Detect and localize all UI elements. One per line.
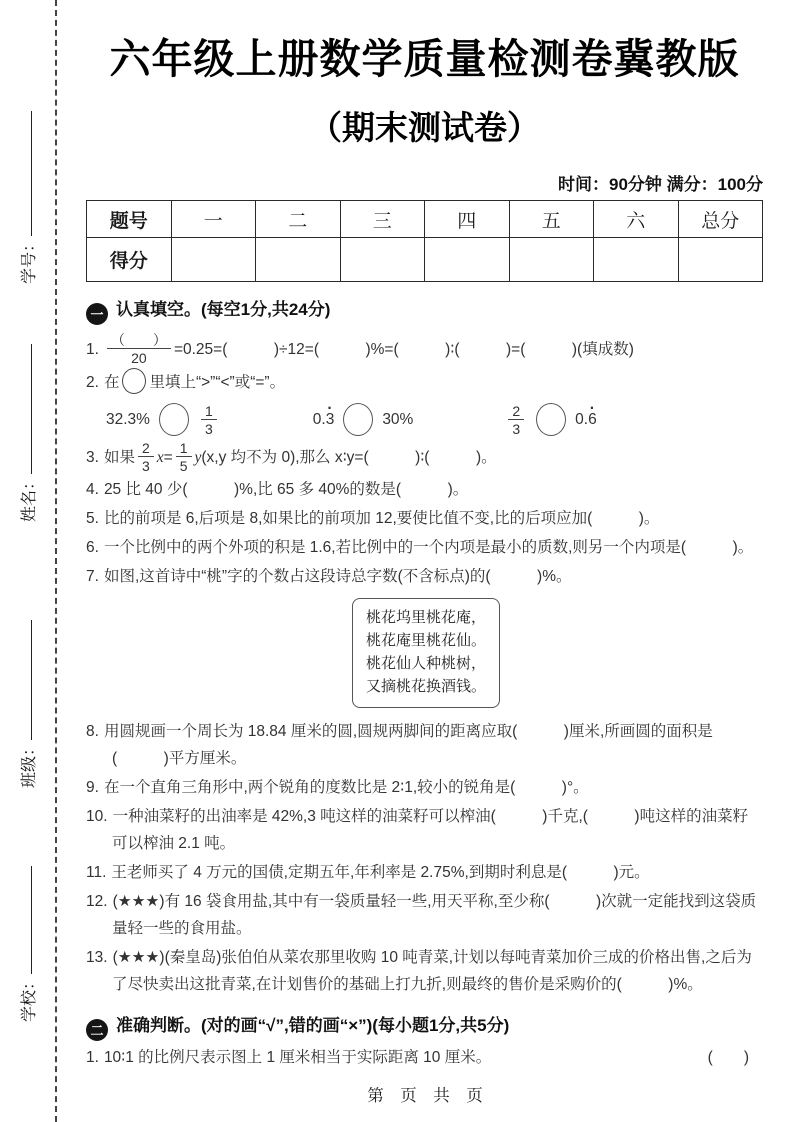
question-text: (★★★)(秦皇岛)张伯伯从菜农那里收购 10 吨青菜,计划以每吨青菜加价三成的价格出售,之后为了尽快卖出这批青菜,在计划售价的基础上打九折,则最终的售价是采购价的( )%。 <box>112 949 752 994</box>
variable-x: x <box>156 448 164 466</box>
question-text: 如图,这首诗中“桃”字的个数占这段诗总字数(不含标点)的( )%。 <box>103 568 572 586</box>
fraction <box>201 403 217 437</box>
question-text: 一个比例中的两个外项的积是 1.6,若比例中的一个内项是最小的质数,则另一个内项是( )。 <box>103 539 754 557</box>
seal-line-strip <box>0 0 55 1122</box>
score-cell-empty <box>256 238 341 282</box>
score-cell-empty <box>509 238 594 282</box>
score-cell-empty <box>678 238 763 282</box>
seal-blank-line <box>29 344 32 474</box>
fraction-denominator: 3 <box>512 420 521 437</box>
score-table-score-label: 得分 <box>87 238 172 282</box>
question-number: 6. <box>86 539 99 557</box>
judgment-question-1 <box>86 1044 763 1071</box>
section2-title: 准确判断。 <box>116 1016 201 1036</box>
question-text: 25 比 40 少( )%,比 65 多 40%的数是( )。 <box>103 481 469 499</box>
section1-note: (每空1分,共24分) <box>201 300 331 319</box>
equals-sign: = <box>163 448 173 466</box>
seal-label-class: 班级： <box>21 739 38 788</box>
question-13 <box>86 944 763 998</box>
fraction-numerator: 2 <box>508 403 524 420</box>
question-text: 王老师买了 4 万元的国债,定期五年,年利率是 2.75%,到期时利息是( )元。 <box>111 864 650 882</box>
question-text: 一种油菜籽的出油率是 42%,3 吨这样的油菜籽可以榨油( )千克,( )吨这样的油菜籽可以榨油 2.1 吨。 <box>112 808 749 853</box>
question-4 <box>86 476 763 503</box>
score-table-col: 二 <box>256 201 341 238</box>
compare-left-value: 32.3% <box>106 410 150 428</box>
fraction-denominator: 3 <box>141 457 150 474</box>
score-table <box>86 200 763 282</box>
section1-title: 认真填空。 <box>116 300 201 319</box>
seal-field-school <box>16 866 39 1022</box>
question-text: 在一个直角三角形中,两个锐角的度数比是 2∶1,较小的锐角是( )°。 <box>103 779 589 797</box>
seal-label-school: 学校： <box>21 973 38 1022</box>
section2-number-icon: 二 <box>86 1019 108 1041</box>
section2-header <box>86 1011 763 1041</box>
question-3 <box>86 440 763 474</box>
poem-line: 桃花庵里桃花仙。 <box>366 633 487 650</box>
question-9 <box>86 774 763 801</box>
question-1 <box>86 332 763 366</box>
question-number: 11. <box>86 864 107 882</box>
score-cell-empty <box>594 238 679 282</box>
blank-fraction <box>107 332 171 366</box>
fraction-denominator: 20 <box>131 349 147 366</box>
question-2 <box>86 368 763 396</box>
question-text: 用圆规画一个周长为 18.84 厘米的圆,圆规两脚间的距离应取( )厘米,所画圆的面积是( )平方厘米。 <box>103 723 713 768</box>
seal-label-name: 姓名： <box>21 473 38 522</box>
fraction-numerator: 2 <box>138 440 154 457</box>
question-text: 10∶1 的比例尺表示图上 1 厘米相当于实际距离 10 厘米。 <box>103 1048 492 1066</box>
score-table-col: 六 <box>594 201 679 238</box>
seal-line-area <box>0 0 57 1122</box>
fraction-denominator: 5 <box>179 457 188 474</box>
score-cell-empty <box>425 238 510 282</box>
paper-body <box>57 0 793 1122</box>
compare-left-value: 0. <box>312 410 326 428</box>
question-text: 比的前项是 6,后项是 8,如果比的前项加 12,要使比值不变,比的后项应加( )。 <box>103 510 660 528</box>
question-7 <box>86 563 763 590</box>
repeating-decimal-digit: 3 · <box>326 411 335 429</box>
page-footer: 第 页 共 页 <box>367 1087 483 1105</box>
score-table-score-row <box>87 238 763 282</box>
compare-circle-icon <box>122 368 146 394</box>
seal-blank-line <box>29 866 32 974</box>
question-number: 12. <box>86 893 108 911</box>
repeating-decimal-digit: 6 · <box>588 411 597 429</box>
question-6 <box>86 534 763 561</box>
compare-right-value: 30% <box>382 410 414 428</box>
question-text: =0.25=( )÷12=( )%=( )∶( )=( )(填成数) <box>173 340 634 358</box>
comparison-item-2 <box>313 403 414 436</box>
fraction-numerator: 1 <box>176 440 192 457</box>
comparison-row <box>106 403 763 437</box>
question-8 <box>86 718 763 772</box>
question-12 <box>86 888 763 942</box>
seal-field-name <box>16 344 39 522</box>
poem-line: 又摘桃花换酒钱。 <box>366 679 487 696</box>
compare-right-value: 0. <box>575 410 589 428</box>
section1-header <box>86 295 763 325</box>
score-table-col: 一 <box>171 201 256 238</box>
question-text: 在 <box>103 373 120 391</box>
score-table-header-row <box>87 201 763 238</box>
fraction <box>176 440 192 474</box>
judgment-question-text-wrap <box>86 1044 491 1071</box>
time-and-score-info: 时间：90分钟 满分：100分 <box>558 175 763 194</box>
answer-blank: ( ) <box>707 1048 749 1066</box>
question-number: 1. <box>86 340 99 358</box>
question-10 <box>86 803 763 857</box>
poem-line: 桃花仙人种桃树， <box>366 656 487 673</box>
compare-circle-icon <box>343 403 373 436</box>
section2-note: (对的画“√”,错的画“×”)(每小题1分,共5分) <box>201 1016 510 1036</box>
question-text: 里填上“>”“<”或“=”。 <box>149 373 286 391</box>
question-5 <box>86 505 763 532</box>
score-table-col: 四 <box>425 201 510 238</box>
paper-subtitle: （期末测试卷） <box>309 109 540 146</box>
score-table-qnum-label: 题号 <box>87 201 172 238</box>
question-number: 10. <box>86 808 108 826</box>
seal-label-studentid: 学号： <box>21 235 38 284</box>
compare-circle-icon <box>536 403 566 436</box>
seal-field-class <box>16 620 39 788</box>
comparison-item-3 <box>505 403 596 437</box>
section1-number-icon: 一 <box>86 303 108 325</box>
variable-y: y <box>194 448 202 466</box>
question-number: 3. <box>86 448 99 466</box>
fraction-numerator: 1 <box>201 403 217 420</box>
score-cell-empty <box>171 238 256 282</box>
question-number: 2. <box>86 373 99 391</box>
question-number: 8. <box>86 723 99 741</box>
question-text: (x,y 均不为 0),那么 x∶y=( )∶( )。 <box>201 448 497 466</box>
fraction <box>508 403 524 437</box>
fraction <box>138 440 154 474</box>
question-number: 13. <box>86 949 108 967</box>
question-number: 9. <box>86 779 99 797</box>
fraction-denominator: 3 <box>204 420 213 437</box>
paper-title: 六年级上册数学质量检测卷冀教版 <box>109 36 740 82</box>
seal-field-studentid <box>16 111 39 284</box>
fraction-numerator: （ ） <box>107 332 171 349</box>
compare-circle-icon <box>159 403 189 436</box>
seal-blank-line <box>29 111 32 236</box>
score-table-col: 总分 <box>678 201 763 238</box>
question-11 <box>86 859 763 886</box>
comparison-item-1 <box>106 403 220 437</box>
question-number: 1. <box>86 1048 99 1066</box>
question-text: 如果 <box>103 448 135 466</box>
score-cell-empty <box>340 238 425 282</box>
poem-line: 桃花坞里桃花庵， <box>366 610 487 627</box>
poem-box <box>352 598 500 708</box>
question-number: 7. <box>86 568 99 586</box>
question-text: (★★★)有 16 袋食用盐,其中有一袋质量轻一些,用天平称,至少称( )次就一定能找到这袋质量轻一些的食用盐。 <box>112 893 757 938</box>
score-table-col: 三 <box>340 201 425 238</box>
question-number: 4. <box>86 481 99 499</box>
question-number: 5. <box>86 510 99 528</box>
seal-blank-line <box>29 620 32 740</box>
score-table-col: 五 <box>509 201 594 238</box>
